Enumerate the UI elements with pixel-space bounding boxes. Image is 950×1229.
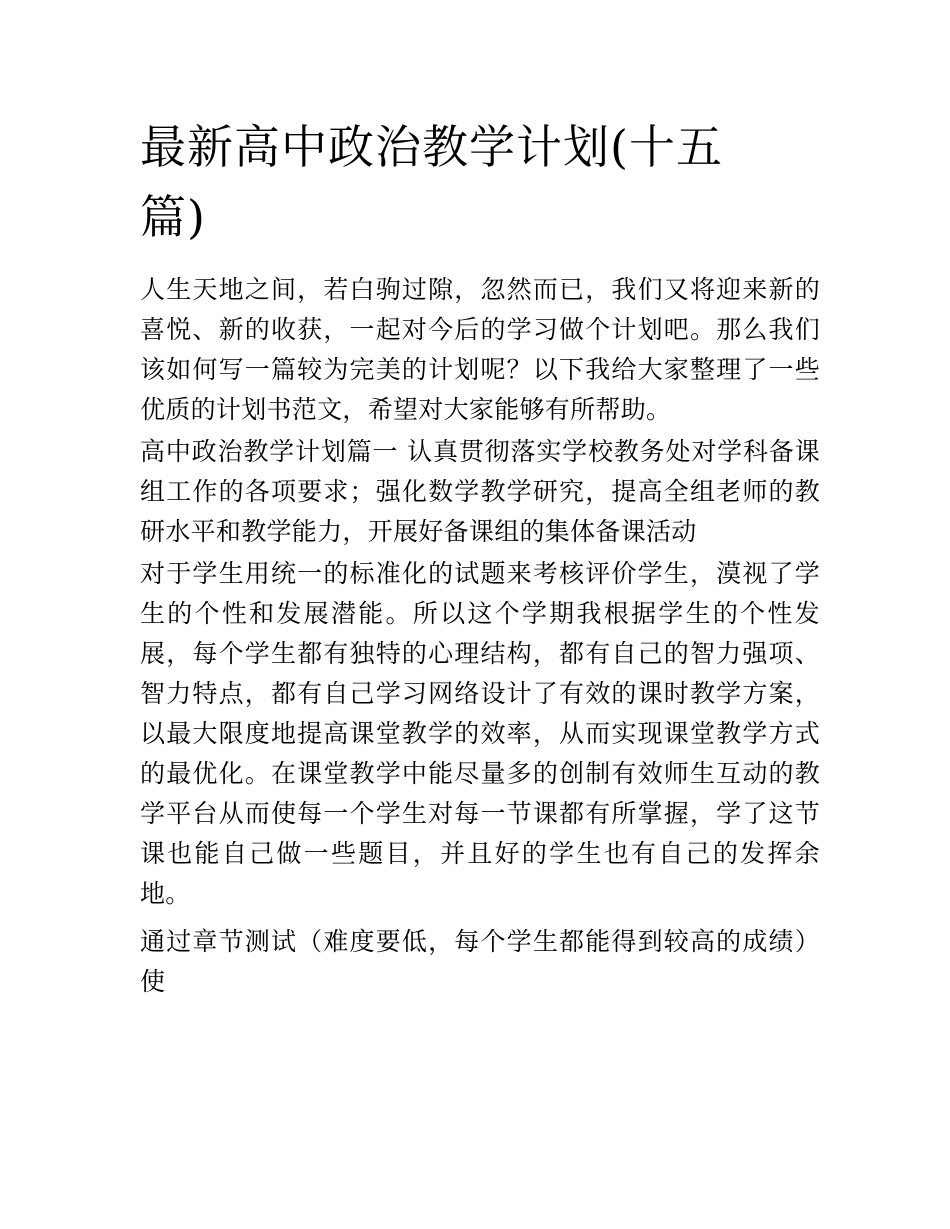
intro-paragraph: 人生天地之间，若白驹过隙，忽然而已，我们又将迎来新的喜悦、新的收获，一起对今后的学习做个计划吧。那么我们该如何写一篇较为完美的计划呢？以下我给大家整理了一些优质的计划书范文，希望对大家能够有所帮助。 [140, 275, 820, 424]
document-title: 最新高中政治教学计划(十五篇) [140, 120, 723, 244]
teaching-method-paragraph: 对于学生用统一的标准化的试题来考核评价学生，漠视了学生的个性和发展潜能。所以这个学期我根据学生的个性发展，每个学生都有独特的心理结构，都有自己的智力强项、智力特点，都有自己学习网络设计了有效的课时教学方案，以最大限度地提高课堂教学的效率，从而实现课堂教学方式的最优化。在课堂教学中能尽量多的创制有效师生互动的教学平台从而使每一个学生对每一节课都有所掌握，学了这节课也能自己做一些题目，并且好的学生也有自己的发挥余地。 [140, 559, 820, 908]
document-page [140, 112, 820, 1004]
chapter-test-paragraph: 通过章节测试（难度要低，每个学生都能得到较高的成绩）使 [140, 927, 820, 996]
section-one-paragraph: 高中政治教学计划篇一 认真贯彻落实学校教务处对学科备课组工作的各项要求；强化数学教学研究，提高全组老师的教研水平和教学能力，开展好备课组的集体备课活动 [140, 437, 820, 546]
